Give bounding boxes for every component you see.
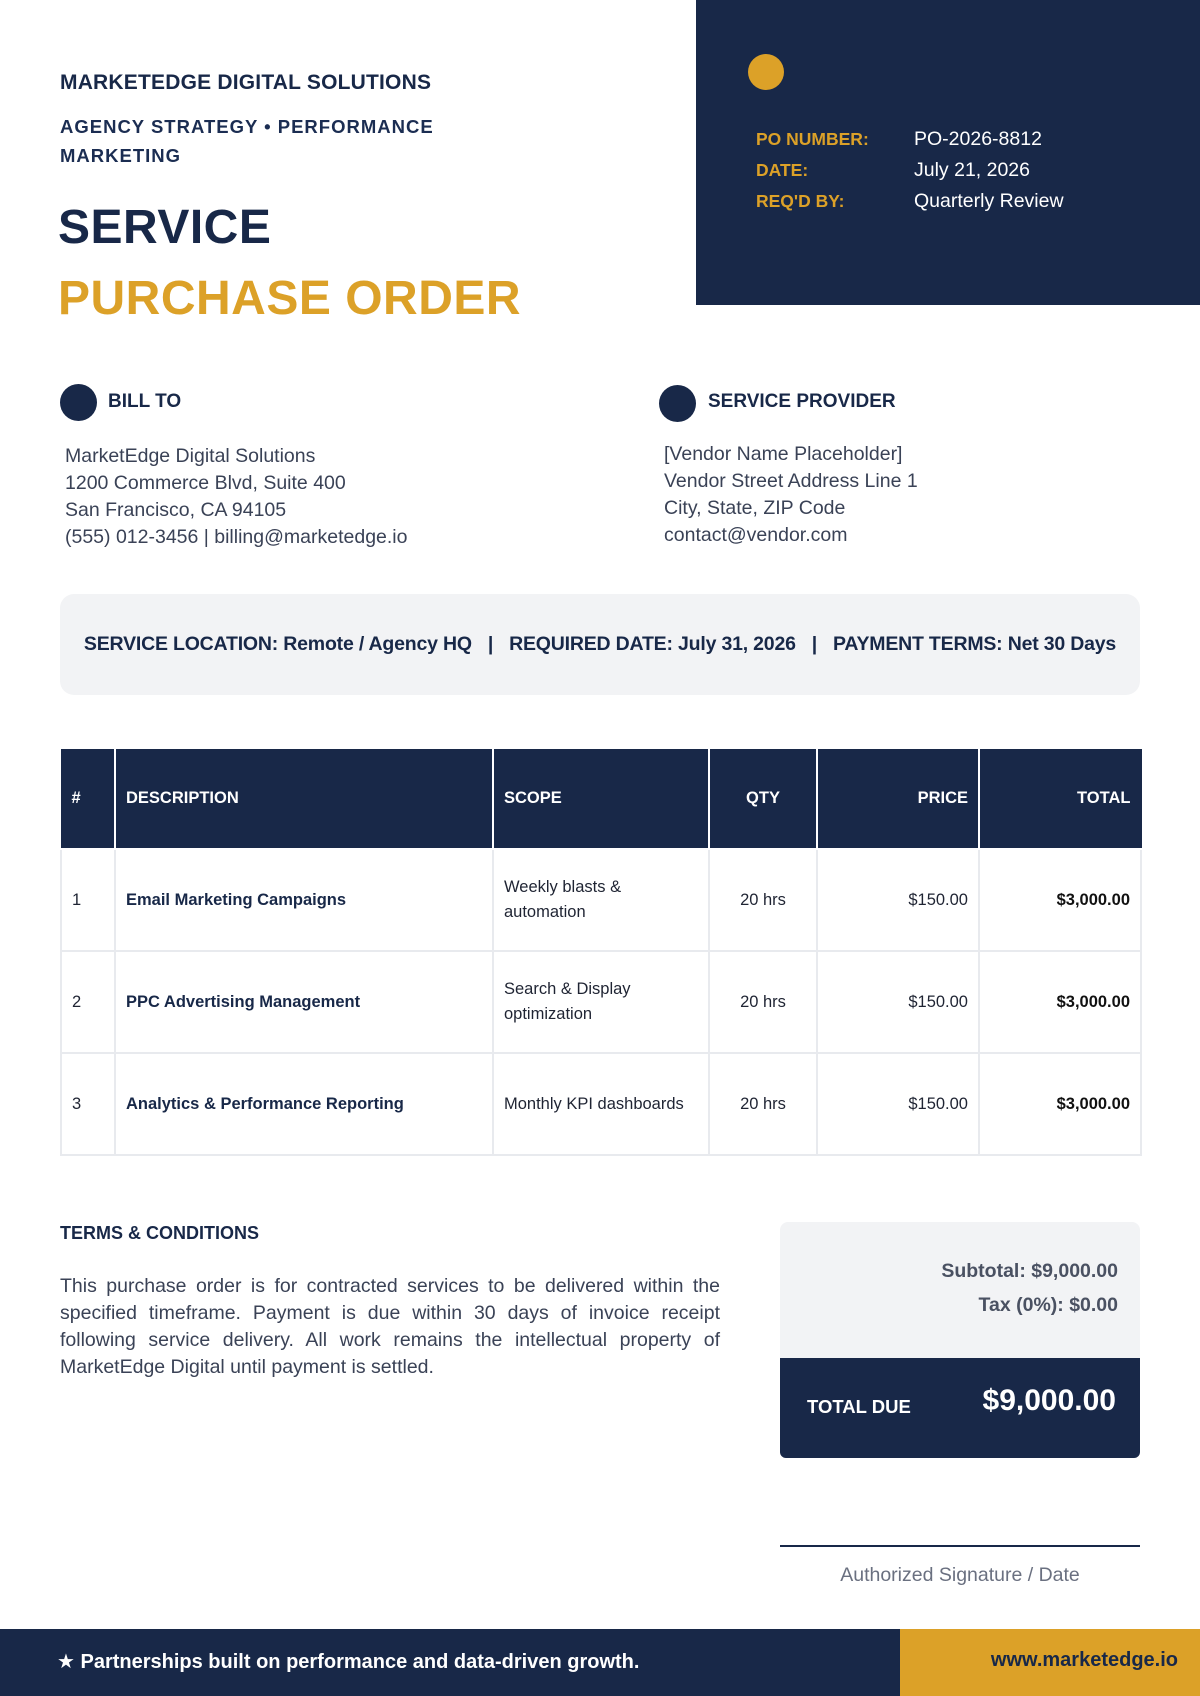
signature-line [780,1545,1140,1547]
tax: Tax (0%): $0.00 [978,1294,1118,1316]
row-description: PPC Advertising Management [115,951,493,1053]
row-number: 1 [61,849,115,951]
row-description: Analytics & Performance Reporting [115,1053,493,1155]
bill-to-line: 1200 Commerce Blvd, Suite 400 [65,472,346,494]
footer-tagline: ★ Partnerships built on performance and data-driven growth. [57,1651,640,1673]
column-header-description: DESCRIPTION [115,748,493,849]
row-qty: 20 hrs [709,951,817,1053]
row-price: $150.00 [817,849,979,951]
row-qty: 20 hrs [709,1053,817,1155]
row-total: $3,000.00 [979,951,1141,1053]
row-qty: 20 hrs [709,849,817,951]
row-price: $150.00 [817,951,979,1053]
date-label: DATE: [756,160,809,180]
totals-summary [780,1222,1140,1358]
footer-bar [0,1629,1200,1696]
column-header-price: PRICE [817,748,979,849]
po-number-value: PO-2026-8812 [914,128,1042,150]
date-row [756,159,1030,182]
column-header-scope: SCOPE [493,748,709,849]
table-row [61,849,1141,951]
column-header-qty: QTY [709,748,817,849]
row-price: $150.00 [817,1053,979,1155]
company-tagline: AGENCY STRATEGY • PERFORMANCE MARKETING [60,116,434,166]
bill-to-circle-icon [60,384,97,421]
terms-heading: TERMS & CONDITIONS [60,1223,260,1243]
row-total: $3,000.00 [979,849,1141,951]
total-due-label: TOTAL DUE [807,1396,911,1417]
column-header-number: # [61,748,115,849]
total-due-box [780,1358,1140,1458]
table-header-row [61,748,1141,849]
row-number: 2 [61,951,115,1053]
required-by-value: Quarterly Review [914,190,1064,212]
service-info-strip [60,594,1140,695]
bill-to-line: MarketEdge Digital Solutions [65,445,316,467]
signature-label: Authorized Signature / Date [840,1564,1080,1586]
provider-line: [Vendor Name Placeholder] [664,443,903,465]
document-title-service: SERVICE [58,201,272,254]
service-provider-circle-icon [659,385,696,422]
row-scope: Monthly KPI dashboards [493,1053,709,1155]
row-total: $3,000.00 [979,1053,1141,1155]
required-by-row [756,190,1064,213]
po-number-row [756,128,1042,151]
row-number: 3 [61,1053,115,1155]
date-value: July 21, 2026 [914,159,1031,181]
document-title-purchase-order: PURCHASE ORDER [58,272,522,325]
terms-body: This purchase order is for contracted services to be delivered within the specified timeframe. Payment is due within 30 days of invoice receipt following service delivery. All work remains the intellectual property of MarketEdge Digital until payment is settled. [60,1275,720,1378]
footer-website-link[interactable]: www.marketedge.io [990,1649,1178,1671]
service-location: SERVICE LOCATION: Remote / Agency HQ [83,633,472,655]
po-number-label: PO NUMBER: [756,129,869,149]
company-name: MARKETEDGE DIGITAL SOLUTIONS [60,71,432,94]
service-provider-address [664,441,918,549]
info-separator: | [487,633,494,655]
row-scope: Weekly blasts & automation [493,849,709,951]
column-header-total: TOTAL [979,748,1141,849]
service-provider-heading: SERVICE PROVIDER [708,391,896,412]
subtotal: Subtotal: $9,000.00 [941,1260,1118,1282]
footer-website-block [900,1629,1200,1696]
row-scope: Search & Display optimization [493,951,709,1053]
provider-line: Vendor Street Address Line 1 [664,470,918,492]
line-items-table [60,747,1142,1156]
provider-line: contact@vendor.com [664,524,848,546]
bill-to-line: (555) 012-3456 | billing@marketedge.io [65,526,408,548]
row-description: Email Marketing Campaigns [115,849,493,951]
info-separator: | [811,633,818,655]
required-date: REQUIRED DATE: July 31, 2026 [509,633,796,655]
table-row [61,951,1141,1053]
bill-to-address [65,443,407,551]
provider-line: City, State, ZIP Code [664,497,846,519]
total-due-value: $9,000.00 [982,1384,1116,1417]
table-row [61,1053,1141,1155]
required-by-label: REQ'D BY: [756,191,845,211]
bill-to-heading: BILL TO [108,391,182,412]
po-meta-panel [696,0,1200,305]
gold-circle-icon [748,54,784,90]
bill-to-line: San Francisco, CA 94105 [65,499,287,521]
payment-terms: PAYMENT TERMS: Net 30 Days [833,633,1117,655]
